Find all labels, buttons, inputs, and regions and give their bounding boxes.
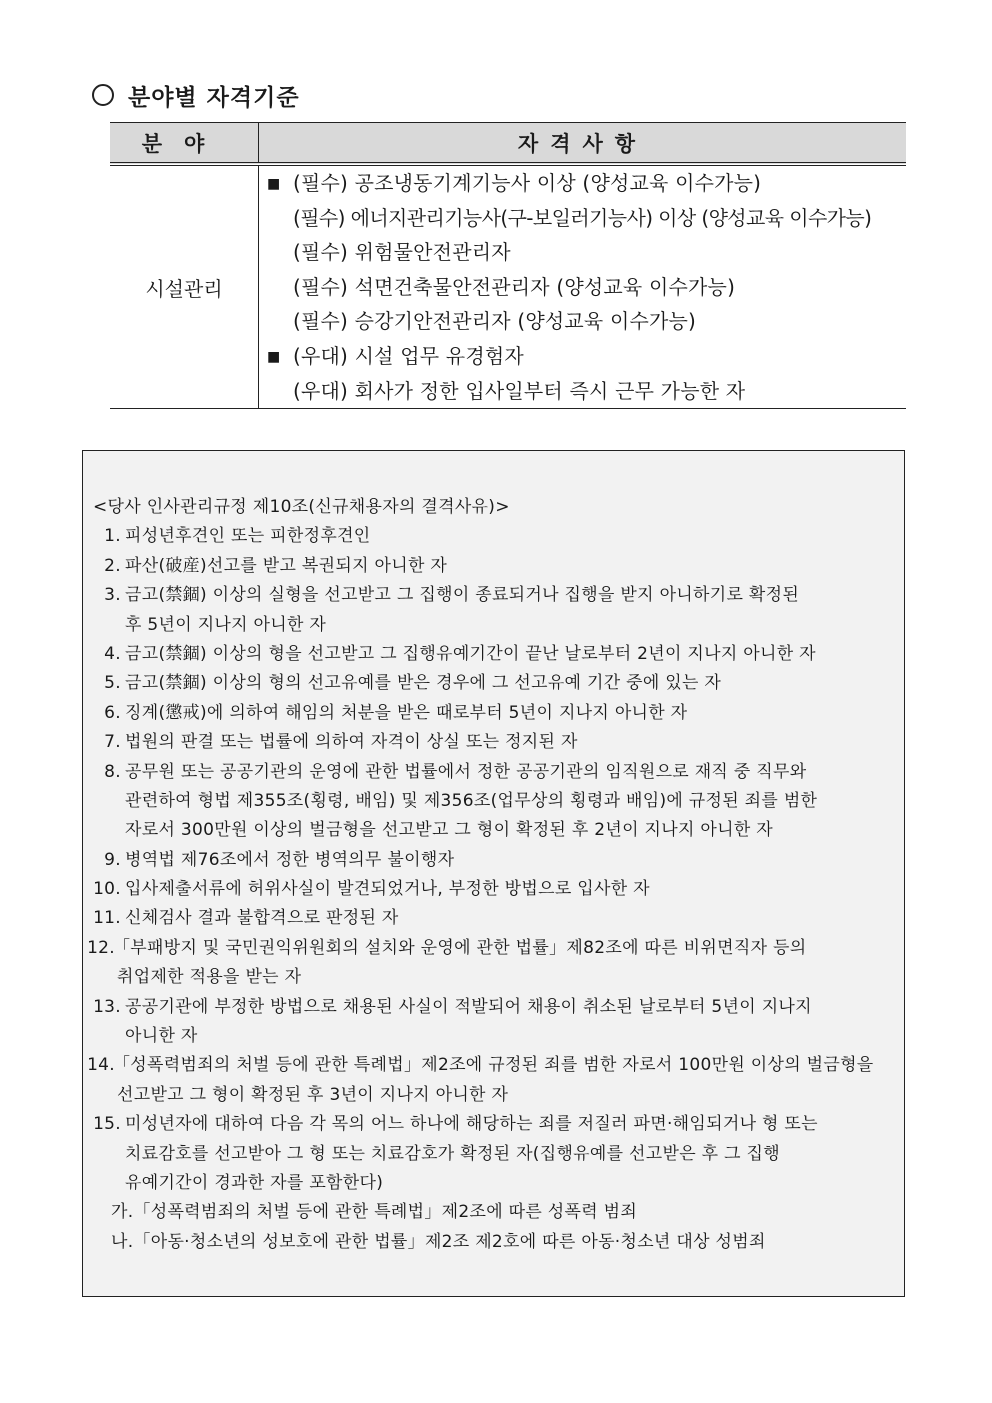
item-text-line: 취업제한 적용을 받는 자 — [117, 967, 302, 988]
item-number: 1. — [104, 526, 121, 547]
requirements-cell — [259, 164, 907, 409]
requirement-line — [267, 235, 906, 270]
item-text-line: 금고(禁錮) 이상의 실형을 선고받고 그 집행이 종료되거나 집행을 받지 아니하기로 확정된 — [125, 585, 800, 606]
item-number: 9. — [104, 849, 121, 870]
sub-item-list — [83, 1198, 904, 1257]
sub-item: 가.「성폭력범죄의 처벌 등에 관한 특례법」제2조에 따른 성폭력 범죄 — [111, 1202, 638, 1223]
disqualification-item — [83, 640, 904, 669]
item-text-line: 신체검사 결과 불합격으로 판정된 자 — [125, 908, 399, 929]
disqualification-item — [83, 875, 904, 904]
table-header-row — [110, 123, 906, 165]
square-bullet-icon: ■ — [267, 349, 281, 366]
item-text-line: 병역법 제76조에서 정한 병역의무 불이행자 — [125, 849, 455, 870]
qualification-table — [110, 122, 906, 409]
disqualification-item — [83, 934, 904, 993]
requirement-line — [267, 270, 906, 305]
heading-text: 분야별 자격기준 — [128, 84, 300, 111]
circle-bullet-icon — [92, 84, 114, 106]
disqualification-item — [83, 1110, 904, 1198]
requirement-text: (필수) 공조냉동기계기능사 이상 (양성교육 이수가능) — [293, 171, 762, 195]
disqualification-item — [83, 846, 904, 875]
item-text-line: 입사제출서류에 허위사실이 발견되었거나, 부정한 방법으로 입사한 자 — [125, 879, 650, 900]
disqualification-item — [83, 728, 904, 757]
requirement-text: (필수) 석면건축물안전관리자 (양성교육 이수가능) — [293, 274, 736, 299]
requirement-text: (우대) 회사가 정한 입사일부터 즉시 근무 가능한 자 — [293, 378, 746, 403]
item-text-line: 금고(禁錮) 이상의 형의 선고유예를 받은 경우에 그 선고유예 기간 중에 있는 자 — [125, 673, 722, 694]
item-text-line: 선고받고 그 형이 확정된 후 3년이 지나지 아니한 자 — [117, 1084, 509, 1105]
item-text-line: 「성폭력범죄의 처벌 등에 관한 특례법」제2조에 규정된 죄를 범한 자로서 100만원 이상의 벌금형을 — [113, 1055, 874, 1076]
item-text-line: 유예기간이 경과한 자를 포함한다) — [125, 1172, 384, 1193]
requirement-text: (필수) 위험물안전관리자 — [293, 240, 511, 265]
square-bullet-icon: ■ — [267, 176, 281, 193]
item-number: 11. — [93, 908, 121, 929]
disqualification-item — [83, 522, 904, 551]
requirement-line — [267, 166, 906, 201]
disqualification-item — [83, 758, 904, 846]
item-text-line: 공무원 또는 공공기관의 운영에 관한 법률에서 정한 공공기관의 임직원으로 재직 중 직무와 — [125, 761, 807, 782]
item-text-line: 자로서 300만원 이상의 벌금형을 선고받고 그 형이 확정된 후 2년이 지나지 아니한 자 — [125, 820, 774, 841]
requirement-line — [267, 374, 906, 409]
item-number: 13. — [93, 996, 121, 1017]
disqualification-list — [83, 522, 904, 1198]
header-field: 분야 — [110, 123, 259, 165]
item-text-line: 치료감호를 선고받아 그 형 또는 치료감호가 확정된 자(집행유예를 선고받은 후 그 집행 — [125, 1143, 780, 1164]
item-number: 3. — [104, 585, 121, 606]
item-text-line: 피성년후견인 또는 피한정후견인 — [125, 526, 371, 547]
table-row — [110, 164, 906, 409]
item-text-line: 징계(懲戒)에 의하여 해임의 처분을 받은 때로부터 5년이 지나지 아니한 자 — [125, 702, 688, 723]
disqualification-item — [83, 904, 904, 933]
item-number: 2. — [104, 555, 121, 576]
requirement-line — [267, 201, 906, 236]
requirement-text: (필수) 승강기안전관리자 (양성교육 이수가능) — [293, 309, 697, 334]
requirement-text: (우대) 시설 업무 유경험자 — [293, 343, 524, 368]
requirement-text: (필수) 에너지관리기능사(구-보일러기능사) 이상 (양성교육 이수가능) — [293, 205, 872, 230]
item-text-line: 관련하여 형법 제355조(횡령, 배임) 및 제356조(업무상의 횡령과 배임)에 규정된 죄를 범한 — [125, 790, 818, 811]
disqualification-title: <당사 인사관리규정 제10조(신규채용자의 결격사유)> — [93, 497, 510, 517]
disqualification-item — [83, 581, 904, 640]
item-text-line: 금고(禁錮) 이상의 형을 선고받고 그 집행유예기간이 끝난 날로부터 2년이 지나지 아니한 자 — [125, 643, 816, 664]
item-number: 7. — [104, 732, 121, 753]
requirement-line — [267, 339, 906, 374]
item-text-line: 아니한 자 — [125, 1026, 198, 1047]
requirement-line — [267, 304, 906, 339]
disqualification-item — [83, 993, 904, 1052]
item-text-line: 미성년자에 대하여 다음 각 목의 어느 하나에 해당하는 죄를 저질러 파면·해임되거나 형 또는 — [125, 1114, 818, 1135]
item-number: 8. — [104, 761, 121, 782]
disqualification-item — [83, 552, 904, 581]
item-number: 5. — [104, 673, 121, 694]
item-text-line: 「부패방지 및 국민권익위원회의 설치와 운영에 관한 법률」제82조에 따른 비위면직자 등의 — [113, 937, 807, 958]
requirements-list — [259, 166, 906, 408]
field-name: 시설관리 — [110, 164, 259, 409]
sub-item: 나.「아동·청소년의 성보호에 관한 법률」제2조 제2호에 따른 아동·청소년 대상 성범죄 — [111, 1231, 766, 1252]
item-text-line: 법원의 판결 또는 법률에 의하여 자격이 상실 또는 정지된 자 — [125, 732, 578, 753]
disqualification-item — [83, 699, 904, 728]
item-number: 10. — [93, 879, 121, 900]
item-text-line: 파산(破産)선고를 받고 복권되지 아니한 자 — [125, 555, 448, 576]
disqualification-item — [83, 669, 904, 698]
item-number: 14. — [87, 1055, 115, 1076]
item-number: 12. — [87, 937, 115, 958]
item-text-line: 공공기관에 부정한 방법으로 채용된 사실이 적발되어 채용이 취소된 날로부터 5년이 지나지 — [125, 996, 812, 1017]
disqualification-box — [82, 450, 905, 1297]
item-text-line: 후 5년이 지나지 아니한 자 — [125, 614, 327, 635]
item-number: 6. — [104, 702, 121, 723]
item-number: 4. — [104, 643, 121, 664]
section-heading — [92, 78, 300, 112]
item-number: 15. — [93, 1114, 121, 1135]
disqualification-item — [83, 1051, 904, 1110]
header-requirements: 자격사항 — [259, 123, 907, 165]
